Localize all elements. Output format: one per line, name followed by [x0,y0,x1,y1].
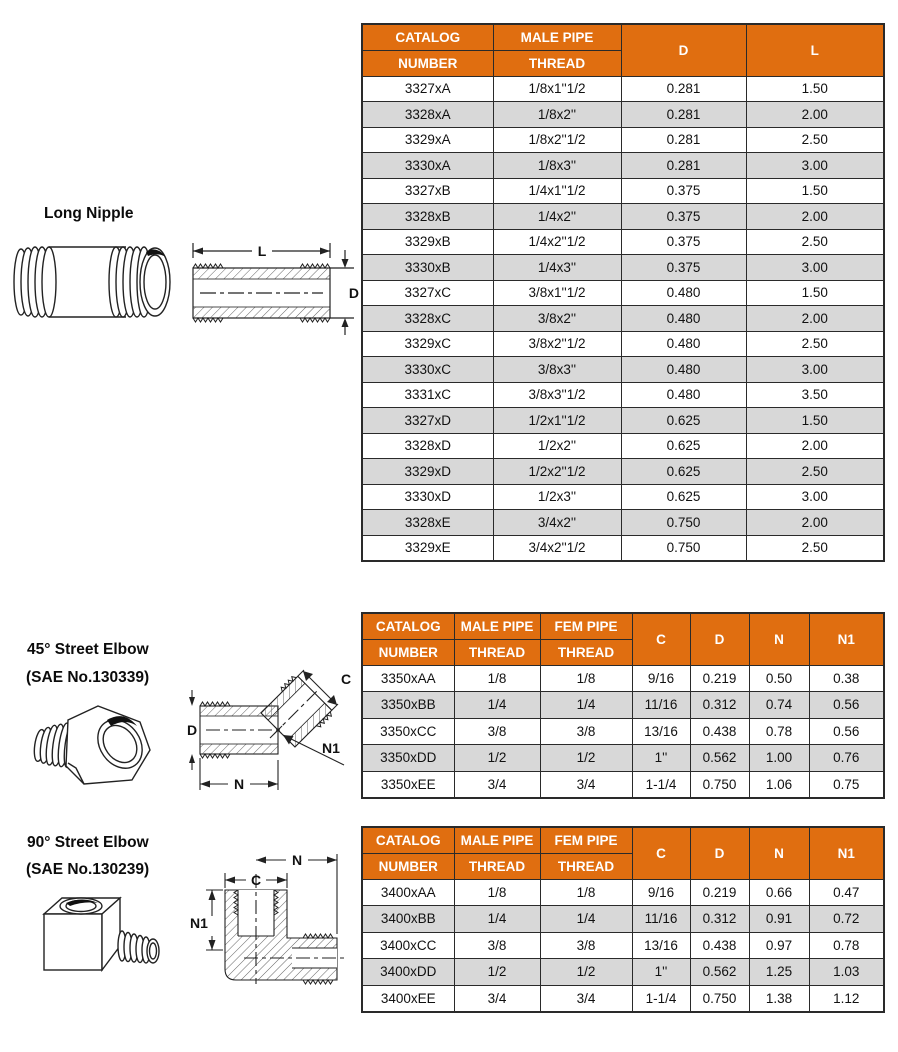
column-header: THREAD [540,639,632,665]
column-header: THREAD [454,639,540,665]
table-cell: 3400xBB [362,906,454,933]
header-row [362,827,884,853]
table-cell: 0.312 [690,692,749,719]
table-cell: 3/4 [540,985,632,1012]
table-cell: 1/8 [454,879,540,906]
table-cell: 0.375 [621,178,746,204]
table-cell: 0.56 [809,718,884,745]
table-cell: 0.50 [749,665,809,692]
table-cell: 0.38 [809,665,884,692]
elbow90-3d-drawing [32,884,167,984]
table-cell: 3/8x2'' [493,306,621,332]
table-cell: 1.12 [809,985,884,1012]
table-row [362,959,884,986]
table-cell: 3400xDD [362,959,454,986]
table-cell: 3350xEE [362,771,454,798]
table-cell: 3328xC [362,306,493,332]
table-cell: 3.50 [746,382,884,408]
table-cell: 0.56 [809,692,884,719]
table-cell: 3329xD [362,459,493,485]
table-cell: 0.72 [809,906,884,933]
table-cell: 0.281 [621,102,746,128]
table-cell: 1-1/4 [632,771,690,798]
column-header: CATALOG [362,613,454,639]
column-header: MALE PIPE [493,24,621,50]
table-cell: 1/2 [454,745,540,772]
table-cell: 0.480 [621,357,746,383]
table-row [362,718,884,745]
table-cell: 2.50 [746,331,884,357]
table-row [362,665,884,692]
header-row [362,24,884,50]
table-cell: 1.50 [746,408,884,434]
table-cell: 0.625 [621,408,746,434]
table-cell: 0.281 [621,127,746,153]
table-row [362,771,884,798]
table-cell: 0.66 [749,879,809,906]
table-row [362,306,884,332]
table-row [362,906,884,933]
table-cell: 3328xB [362,204,493,230]
table-row [362,692,884,719]
table-cell: 0.281 [621,153,746,179]
column-header: D [621,24,746,76]
table-cell: 3/4x2'' [493,510,621,536]
table-cell: 1-1/4 [632,985,690,1012]
table-cell: 9/16 [632,879,690,906]
column-header: C [632,613,690,665]
table-cell: 3327xC [362,280,493,306]
table-cell: 1/4 [540,692,632,719]
table-cell: 1/8x2''1/2 [493,127,621,153]
table-cell: 1/2 [540,959,632,986]
table-cell: 0.74 [749,692,809,719]
table-row [362,459,884,485]
table-cell: 1/2x3'' [493,484,621,510]
table-cell: 3/8x3'' [493,357,621,383]
table-cell: 3327xA [362,76,493,102]
column-header: MALE PIPE [454,827,540,853]
table-cell: 3.00 [746,153,884,179]
column-header: N1 [809,827,884,879]
table-cell: 3/4 [540,771,632,798]
table-row [362,745,884,772]
table-cell: 0.375 [621,204,746,230]
column-header: C [632,827,690,879]
section-title-long-nipple: Long Nipple [44,205,134,222]
column-header: NUMBER [362,853,454,879]
table-cell: 1/4 [454,906,540,933]
table-cell: 0.375 [621,229,746,255]
table-cell: 1.50 [746,76,884,102]
table-cell: 3/8 [540,932,632,959]
column-header: N [749,613,809,665]
long-nipple-3d-drawing [8,242,178,322]
table-cell: 3/4 [454,771,540,798]
table-row [362,433,884,459]
column-header: THREAD [493,50,621,76]
table-cell: 3328xD [362,433,493,459]
column-header: L [746,24,884,76]
section-subtitle-elbow90: (SAE No.130239) [26,861,150,878]
table-row [362,879,884,906]
column-header: NUMBER [362,50,493,76]
column-header: D [690,827,749,879]
table-cell: 1/4 [540,906,632,933]
table-cell: 1.50 [746,178,884,204]
column-header: NUMBER [362,639,454,665]
table-cell: 3329xB [362,229,493,255]
table-cell: 3/8x1''1/2 [493,280,621,306]
table-cell: 2.00 [746,204,884,230]
dim-label-L: L [257,243,267,259]
table-cell: 3350xAA [362,665,454,692]
column-header: D [690,613,749,665]
table-cell: 1/8 [540,665,632,692]
column-header: N1 [809,613,884,665]
table-cell: 1/4x2'' [493,204,621,230]
table-cell: 2.00 [746,102,884,128]
table-cell: 0.562 [690,959,749,986]
table-cell: 0.78 [809,932,884,959]
table-cell: 0.625 [621,459,746,485]
table-cell: 0.78 [749,718,809,745]
table-cell: 3327xB [362,178,493,204]
header-row [362,613,884,639]
column-header: MALE PIPE [454,613,540,639]
table-cell: 1.25 [749,959,809,986]
elbow90-spec-table [361,826,885,1013]
table-cell: 3330xA [362,153,493,179]
table-cell: 0.76 [809,745,884,772]
section-title-elbow45: 45° Street Elbow [27,641,149,658]
table-cell: 13/16 [632,718,690,745]
table-cell: 3.00 [746,357,884,383]
column-header: N [749,827,809,879]
table-cell: 3/8x3''1/2 [493,382,621,408]
table-cell: 3350xDD [362,745,454,772]
table-cell: 1/2x1''1/2 [493,408,621,434]
table-cell: 3/4 [454,985,540,1012]
table-cell: 0.480 [621,331,746,357]
table-cell: 0.281 [621,76,746,102]
table-row [362,535,884,561]
dim-label-D: D [186,722,198,738]
table-cell: 0.438 [690,932,749,959]
table-cell: 1.06 [749,771,809,798]
table-cell: 3/8 [540,718,632,745]
table-cell: 2.50 [746,535,884,561]
column-header: FEM PIPE [540,827,632,853]
table-cell: 0.750 [621,535,746,561]
table-cell: 3330xB [362,255,493,281]
column-header: THREAD [454,853,540,879]
table-cell: 2.00 [746,510,884,536]
table-cell: 3/4x2''1/2 [493,535,621,561]
table-row [362,178,884,204]
table-cell: 3400xEE [362,985,454,1012]
table-cell: 1/4 [454,692,540,719]
table-cell: 3327xD [362,408,493,434]
table-cell: 1/8x2'' [493,102,621,128]
table-cell: 2.00 [746,306,884,332]
table-cell: 0.312 [690,906,749,933]
table-row [362,484,884,510]
table-cell: 1/4x1''1/2 [493,178,621,204]
table-cell: 3328xA [362,102,493,128]
table-cell: 2.50 [746,229,884,255]
table-row [362,985,884,1012]
table-cell: 0.480 [621,280,746,306]
table-cell: 0.625 [621,484,746,510]
table-row [362,204,884,230]
table-cell: 3/8 [454,718,540,745]
table-cell: 0.562 [690,745,749,772]
elbow45-spec-table [361,612,885,799]
table-cell: 1/4x3'' [493,255,621,281]
table-cell: 3.00 [746,484,884,510]
table-cell: 3328xE [362,510,493,536]
dim-label-N: N [291,852,303,868]
table-cell: 3/8x2''1/2 [493,331,621,357]
table-cell: 0.375 [621,255,746,281]
dim-label-N: N [233,776,245,792]
table-cell: 3329xE [362,535,493,561]
table-cell: 1/8 [454,665,540,692]
table-row [362,408,884,434]
table-cell: 3.00 [746,255,884,281]
table-cell: 0.750 [621,510,746,536]
table-cell: 3350xBB [362,692,454,719]
elbow45-3d-drawing [28,690,173,795]
table-cell: 0.97 [749,932,809,959]
table-cell: 0.91 [749,906,809,933]
column-header: CATALOG [362,24,493,50]
table-row [362,76,884,102]
column-header: FEM PIPE [540,613,632,639]
table-row [362,357,884,383]
elbow90-dimension-drawing [188,846,348,996]
table-cell: 0.750 [690,771,749,798]
table-cell: 1.00 [749,745,809,772]
table-cell: 1.38 [749,985,809,1012]
table-cell: 9/16 [632,665,690,692]
table-row [362,331,884,357]
table-cell: 3400xAA [362,879,454,906]
table-cell: 11/16 [632,692,690,719]
table-cell: 0.625 [621,433,746,459]
long-nipple-dimension-drawing [188,238,360,338]
table-cell: 3331xC [362,382,493,408]
table-cell: 0.438 [690,718,749,745]
dim-label-N1: N1 [190,915,208,931]
table-cell: 1'' [632,959,690,986]
long-nipple-spec-table [361,23,885,562]
table-cell: 0.480 [621,306,746,332]
section-subtitle-elbow45: (SAE No.130339) [26,669,150,686]
table-cell: 3330xD [362,484,493,510]
dim-label-N1: N1 [322,740,340,756]
dim-label-D: D [348,285,359,301]
table-cell: 3350xCC [362,718,454,745]
table-cell: 2.00 [746,433,884,459]
table-row [362,102,884,128]
dim-label-C: C [250,872,262,888]
section-title-elbow90: 90° Street Elbow [27,834,149,851]
table-cell: 3329xA [362,127,493,153]
table-row [362,127,884,153]
table-cell: 0.47 [809,879,884,906]
table-cell: 1/8x1''1/2 [493,76,621,102]
table-row [362,255,884,281]
table-cell: 3329xC [362,331,493,357]
table-cell: 1/2x2'' [493,433,621,459]
table-cell: 0.219 [690,665,749,692]
elbow45-dimension-drawing [186,668,358,800]
table-cell: 1'' [632,745,690,772]
column-header: CATALOG [362,827,454,853]
table-cell: 2.50 [746,459,884,485]
table-cell: 1/4x2''1/2 [493,229,621,255]
table-row [362,280,884,306]
table-cell: 1.50 [746,280,884,306]
table-row [362,510,884,536]
table-cell: 2.50 [746,127,884,153]
table-row [362,229,884,255]
table-cell: 3/8 [454,932,540,959]
table-cell: 0.75 [809,771,884,798]
table-cell: 1/2x2''1/2 [493,459,621,485]
table-cell: 1/2 [540,745,632,772]
table-row [362,382,884,408]
column-header: THREAD [540,853,632,879]
table-cell: 1/8 [540,879,632,906]
table-cell: 0.219 [690,879,749,906]
table-cell: 0.750 [690,985,749,1012]
table-cell: 13/16 [632,932,690,959]
table-cell: 0.480 [621,382,746,408]
table-cell: 3330xC [362,357,493,383]
table-cell: 3400xCC [362,932,454,959]
dim-label-C: C [340,671,352,687]
table-row [362,153,884,179]
table-row [362,932,884,959]
table-cell: 1/2 [454,959,540,986]
table-cell: 11/16 [632,906,690,933]
table-cell: 1/8x3'' [493,153,621,179]
table-cell: 1.03 [809,959,884,986]
